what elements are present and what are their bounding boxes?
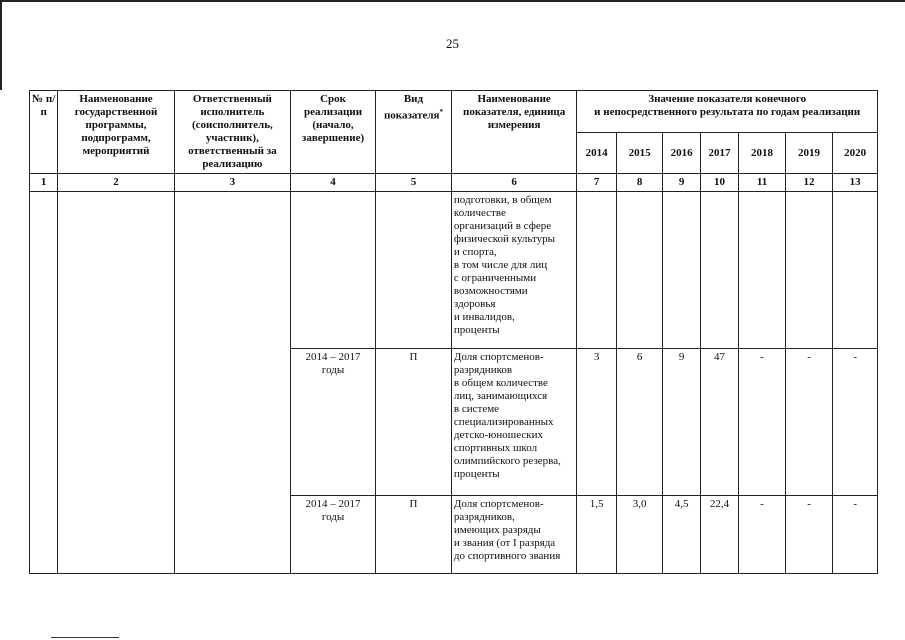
cell-value: 9 bbox=[663, 349, 700, 496]
col-num: 12 bbox=[785, 174, 833, 192]
header-values-group: Значение показателя конечного и непосредственного результата по годам реализации bbox=[577, 91, 878, 133]
cell-value bbox=[577, 192, 616, 349]
col-num: 10 bbox=[700, 174, 738, 192]
cell-value: - bbox=[739, 349, 786, 496]
cell-value: 3 bbox=[577, 349, 616, 496]
cell-value bbox=[700, 192, 738, 349]
col-num: 13 bbox=[833, 174, 878, 192]
year-2020: 2020 bbox=[833, 133, 878, 174]
header-indicator-name: Наименование показателя, единица измерения bbox=[451, 91, 576, 174]
cell-period bbox=[291, 192, 376, 349]
cell-value: 1,5 bbox=[577, 496, 616, 574]
year-2016: 2016 bbox=[663, 133, 700, 174]
page-number: 25 bbox=[446, 36, 459, 51]
cell-value: 3,0 bbox=[616, 496, 663, 574]
cell-indicator-name: подготовки, в общем количестве организаций в сфере физической культуры и спорта, в том числе для лиц с ограниченными возможностями здоровья и инвалидов, проценты bbox=[451, 192, 576, 349]
cell-responsible bbox=[174, 192, 290, 574]
col-num: 5 bbox=[376, 174, 452, 192]
cell-value bbox=[833, 192, 878, 349]
column-number-row bbox=[30, 174, 878, 192]
cell-value: - bbox=[785, 349, 833, 496]
cell-value: 6 bbox=[616, 349, 663, 496]
col-num: 8 bbox=[616, 174, 663, 192]
cell-indicator-type: П bbox=[376, 349, 452, 496]
col-num: 11 bbox=[739, 174, 786, 192]
cell-indicator-type: П bbox=[376, 496, 452, 574]
cell-value: 47 bbox=[700, 349, 738, 496]
header-num: № п/п bbox=[30, 91, 58, 174]
col-num: 1 bbox=[30, 174, 58, 192]
col-num: 4 bbox=[291, 174, 376, 192]
cell-value bbox=[616, 192, 663, 349]
cell-period: 2014 – 2017 годы bbox=[291, 349, 376, 496]
cell-value: - bbox=[739, 496, 786, 574]
cell-indicator-name: Доля спортсменов- разрядников в общем количестве лиц, занимающихся в системе специализированных детско-юношеских спортивных школ олимпийского резерва, проценты bbox=[451, 349, 576, 496]
cell-program-name bbox=[58, 192, 174, 574]
year-2019: 2019 bbox=[785, 133, 833, 174]
year-2018: 2018 bbox=[739, 133, 786, 174]
footnote-mark: * bbox=[439, 108, 443, 116]
year-2017: 2017 bbox=[700, 133, 738, 174]
cell-value bbox=[785, 192, 833, 349]
footnote-separator bbox=[51, 637, 119, 638]
header-responsible: Ответственный исполнитель (соисполнитель, участник), ответственный за реализацию bbox=[174, 91, 290, 174]
col-num: 2 bbox=[58, 174, 174, 192]
cell-value: - bbox=[833, 349, 878, 496]
col-num: 9 bbox=[663, 174, 700, 192]
cell-indicator-name: Доля спортсменов- разрядников, имеющих разряды и звания (от I разряда до спортивного звания bbox=[451, 496, 576, 574]
indicators-table bbox=[29, 90, 878, 574]
header-program-name: Наименование государственной программы, подпрограмм, мероприятий bbox=[58, 91, 174, 174]
cell-value: 22,4 bbox=[700, 496, 738, 574]
table-row bbox=[30, 192, 878, 349]
cell-value bbox=[663, 192, 700, 349]
cell-value: - bbox=[833, 496, 878, 574]
cell-period: 2014 – 2017 годы bbox=[291, 496, 376, 574]
cell-value bbox=[739, 192, 786, 349]
header-indicator-type-text: Вид показателя bbox=[383, 93, 440, 122]
cell-num bbox=[30, 192, 58, 574]
col-num: 6 bbox=[451, 174, 576, 192]
year-2015: 2015 bbox=[616, 133, 663, 174]
page-top-edge bbox=[0, 0, 905, 2]
header-indicator-type bbox=[376, 91, 452, 174]
cell-value: 4,5 bbox=[663, 496, 700, 574]
header-period: Срок реализации (начало, завершение) bbox=[291, 91, 376, 174]
col-num: 3 bbox=[174, 174, 290, 192]
cell-value: - bbox=[785, 496, 833, 574]
cell-indicator-type bbox=[376, 192, 452, 349]
header-row-1 bbox=[30, 91, 878, 133]
col-num: 7 bbox=[577, 174, 616, 192]
year-2014: 2014 bbox=[577, 133, 616, 174]
